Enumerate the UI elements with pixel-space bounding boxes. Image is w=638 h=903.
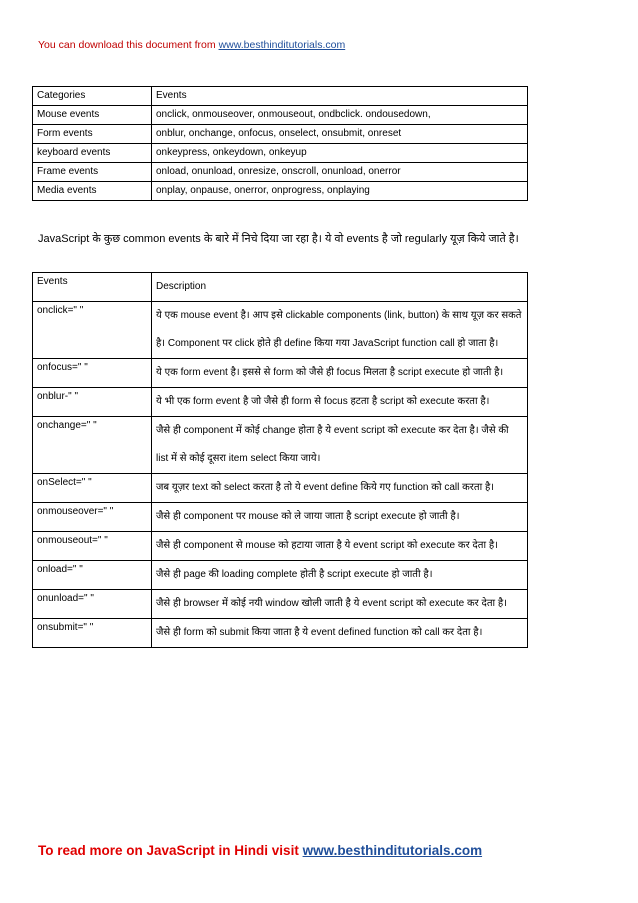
- table-header-row: [33, 273, 528, 302]
- header-events: Events: [152, 87, 528, 106]
- category-cell: Form events: [33, 125, 152, 144]
- event-name-cell: onsubmit=" ": [33, 619, 152, 648]
- table-row: [33, 163, 528, 182]
- table-row: [33, 144, 528, 163]
- description-cell: जैसे ही form को submit किया जाता है ये event defined function को call कर देता है।: [152, 619, 528, 648]
- download-link[interactable]: www.besthinditutorials.com: [218, 39, 346, 51]
- events-cell: onclick, onmouseover, onmouseout, ondbclick. ondousedown,: [152, 106, 528, 125]
- description-cell: जैसे ही component से mouse को हटाया जाता है ये event script को execute कर देता है।: [152, 532, 528, 561]
- event-name-cell: onblur-" ": [33, 388, 152, 417]
- event-name-cell: onfocus=" ": [33, 359, 152, 388]
- event-name-cell: onSelect=" ": [33, 474, 152, 503]
- event-name-cell: onunload=" ": [33, 590, 152, 619]
- category-cell: Mouse events: [33, 106, 152, 125]
- event-name-cell: onmouseout=" ": [33, 532, 152, 561]
- description-cell: ये एक form event है। इससे से form को जैसे ही focus मिलता है script execute हो जाती है।: [152, 359, 528, 388]
- table-row: [33, 532, 528, 561]
- category-cell: Frame events: [33, 163, 152, 182]
- table-row: [33, 561, 528, 590]
- description-cell: ये भी एक form event है जो जैसे ही form से focus हटता है script को execute करता है।: [152, 388, 528, 417]
- event-name-cell: onmouseover=" ": [33, 503, 152, 532]
- category-cell: keyboard events: [33, 144, 152, 163]
- intro-paragraph: JavaScript के कुछ common events के बारे में निचे दिया जा रहा है। ये वो events है जो regularly यूज़ किये जाते है।: [38, 233, 519, 245]
- description-cell: जैसे ही browser में कोई नयी window खोली जाती है ये event script को execute कर देता है।: [152, 590, 528, 619]
- table-row: [33, 359, 528, 388]
- events-cell: onkeypress, onkeydown, onkeyup: [152, 144, 528, 163]
- description-cell: जैसे ही component में कोई change होता है ये event script को execute कर देता है। जैसे की list में से कोई दूसरा item select किया जाये।: [152, 417, 528, 474]
- category-cell: Media events: [33, 182, 152, 201]
- download-notice: [38, 39, 345, 51]
- events-cell: onload, onunload, onresize, onscroll, onunload, onerror: [152, 163, 528, 182]
- download-notice-text: You can download this document from: [38, 39, 219, 51]
- event-descriptions-table: [32, 272, 528, 648]
- footer-notice: [38, 843, 482, 858]
- table-row: [33, 474, 528, 503]
- event-categories-table: [32, 86, 528, 201]
- event-name-cell: onclick=" ": [33, 302, 152, 359]
- table-row: [33, 590, 528, 619]
- event-name-cell: onload=" ": [33, 561, 152, 590]
- events-cell: onblur, onchange, onfocus, onselect, onsubmit, onreset: [152, 125, 528, 144]
- footer-text: To read more on JavaScript in Hindi visit: [38, 843, 303, 858]
- event-name-cell: onchange=" ": [33, 417, 152, 474]
- table-row: [33, 302, 528, 359]
- table-row: [33, 388, 528, 417]
- description-cell: ये एक mouse event है। आप इसे clickable components (link, button) के साथ यूज़ कर सकते है। Component पर click होते ही define किया गया JavaScript function call हो जाता है।: [152, 302, 528, 359]
- table-row: [33, 417, 528, 474]
- events-cell: onplay, onpause, onerror, onprogress, onplaying: [152, 182, 528, 201]
- table-row: [33, 125, 528, 144]
- table-row: [33, 106, 528, 125]
- table-header-row: [33, 87, 528, 106]
- header-events: Events: [33, 273, 152, 302]
- footer-link[interactable]: www.besthinditutorials.com: [302, 843, 483, 858]
- table-row: [33, 182, 528, 201]
- description-cell: जैसे ही component पर mouse को ले जाया जाता है script execute हो जाती है।: [152, 503, 528, 532]
- table-row: [33, 619, 528, 648]
- description-cell: जैसे ही page की loading complete होती है script execute हो जाती है।: [152, 561, 528, 590]
- header-description: Description: [152, 273, 528, 302]
- description-cell: जब यूज़र text को select करता है तो ये event define किये गए function को call करता है।: [152, 474, 528, 503]
- table-row: [33, 503, 528, 532]
- header-categories: Categories: [33, 87, 152, 106]
